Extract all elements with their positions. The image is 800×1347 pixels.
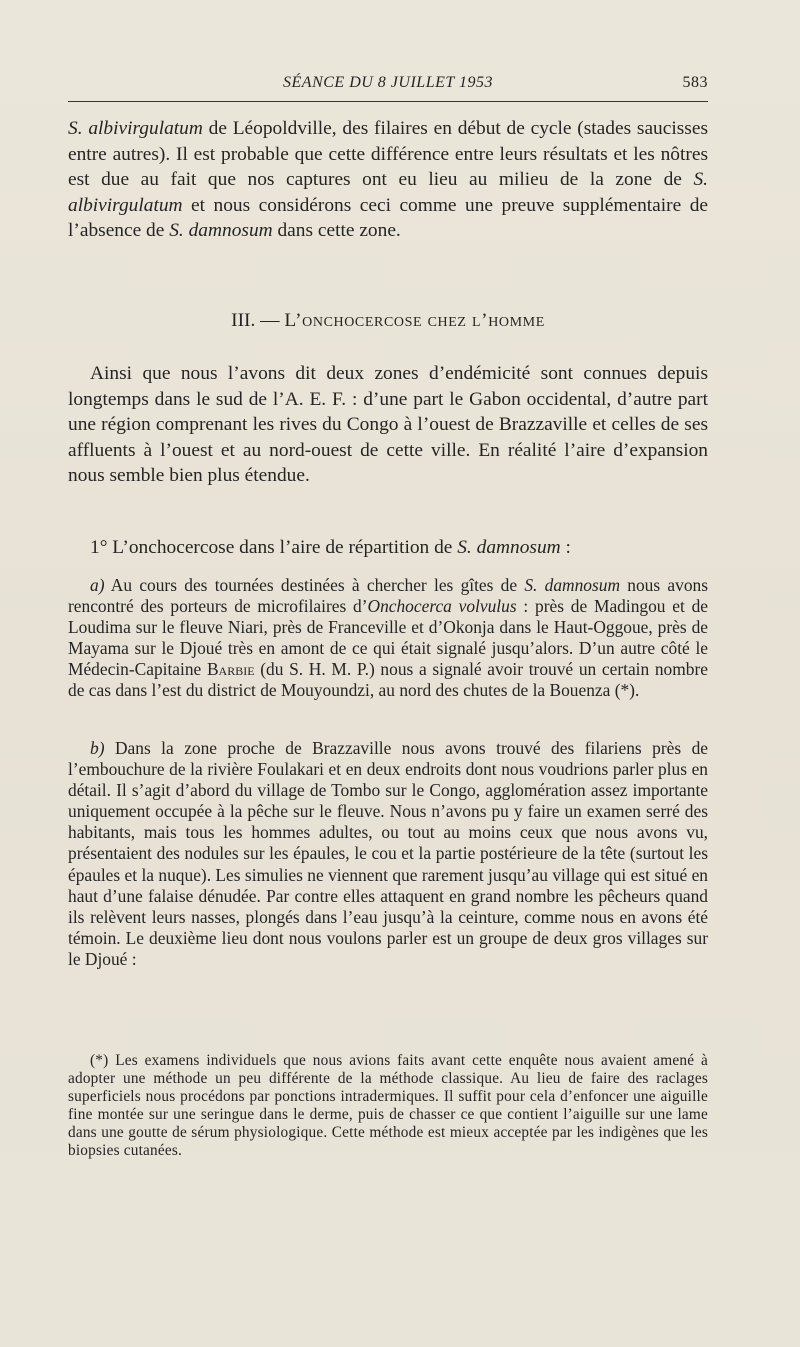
- species-name: S. damnosum: [457, 537, 561, 558]
- paragraph-text: nous avons rencontré des porteurs de microfilaires d’: [68, 575, 708, 617]
- page-number: 583: [682, 74, 708, 91]
- paragraph-text: Au cours des tournées destinées à chercher les gîtes de: [104, 575, 525, 595]
- paragraph-b: [68, 738, 708, 970]
- subsection-text: 1° L’onchocercose dans l’aire de répartition de: [90, 537, 458, 558]
- subsection-tail: :: [560, 537, 571, 558]
- section-heading: [68, 308, 708, 334]
- species-name: S. damnosum: [169, 220, 273, 241]
- subsection-heading: [68, 535, 708, 561]
- paragraph-text: dans cette zone.: [272, 220, 401, 241]
- footnote: (*) Les examens individuels que nous avions faits avant cette enquête nous avaient amené à adopter une méthode un peu différente de la méthode classique. Au lieu de faire des raclages superficiels nous procédons par ponctions intradermiques. Il suffit pour cela d’enfoncer une aiguille fine montée sur une seringue dans le derme, puis de chasser ce que contient l’aiguille sur une lame dans une goutte de sérum physiologique. Cette méthode est mieux acceptée par les indigènes que les biopsies cutanées.: [68, 1052, 708, 1160]
- running-title: SÉANCE DU 8 JUILLET 1953: [283, 74, 493, 91]
- species-name: S. albivirgulatum: [68, 169, 708, 216]
- paragraph-text: de Léopoldville, des filaires en début de cycle (stades saucisses entre autres). Il est probable que cette différence entre leurs résultats et les nôtres est due au fait que nos captures ont eu lieu au milieu de la zone de: [68, 118, 708, 190]
- paragraph-continuation: [68, 116, 708, 244]
- running-header: [68, 72, 708, 98]
- section-title: L’onchocercose chez l’homme: [284, 310, 545, 331]
- item-label: b): [90, 738, 105, 758]
- paragraph-a: [68, 575, 708, 702]
- header-rule: [68, 101, 708, 102]
- species-name: S. damnosum: [524, 575, 621, 595]
- species-name: Onchocerca volvulus: [367, 596, 517, 617]
- species-name: S. albivirgulatum: [68, 118, 203, 139]
- person-name: Barbie: [206, 659, 255, 680]
- paragraph-text: : près de Madingou et de Loudima sur le fleuve Niari, près de Franceville et d’Okonja dans le Haut-Oggoue, près de Mayama sur le Djoué très en amont de ce qui était signalé jusqu’alors. D’un autre côté le Médecin-Capitaine: [68, 596, 709, 680]
- paragraph: Ainsi que nous l’avons dit deux zones d’endémicité sont connues depuis longtemps dans le sud de l’A. E. F. : d’une part le Gabon occidental, d’autre part une région comprenant les rives du Congo à l’ouest de Brazzaville et celles de ses affluents à l’ouest et au nord-ouest de cette ville. En réalité l’aire d’expansion nous semble bien plus étendue.: [68, 363, 708, 486]
- paragraph-text: et nous considérons ceci comme une preuve supplémentaire de l’absence de: [68, 194, 708, 241]
- paragraph-text: (du S. H. M. P.) nous a signalé avoir trouvé un certain nombre de cas dans l’est du district de Mouyoundzi, au nord des chutes de la Bouenza (*).: [68, 659, 708, 701]
- section-number: III. —: [231, 310, 285, 331]
- paragraph-text: Dans la zone proche de Brazzaville nous avons trouvé des filariens près de l’embouchure de la rivière Foulakari et en deux endroits dont nous voudrions parler plus en détail. Il s’agit d’abord du village de Tombo sur le Congo, agglomération assez importante uniquement occupée à la pêche sur le fleuve. Nous n’avons pu y faire un examen serré des habitants, mais tous les hommes adultes, ou tout au moins ceux que nous avons vu, présentaient des nodules sur les épaules, le cou et la partie postérieure de la tête (surtout les épaules et la nuque). Les simulies ne viennent que rarement jusqu’au village qui est situé en haut d’une falaise dénudée. Par contre elles attaquent en grand nombre les pêcheurs quand ils relèvent leurs nasses, plongés dans l’eau jusqu’à la ceinture, comme nous en avons été témoin. Le deuxième lieu dont nous voulons parler est un groupe de deux gros villages sur le Djoué :: [68, 738, 708, 969]
- item-label: a): [90, 575, 105, 595]
